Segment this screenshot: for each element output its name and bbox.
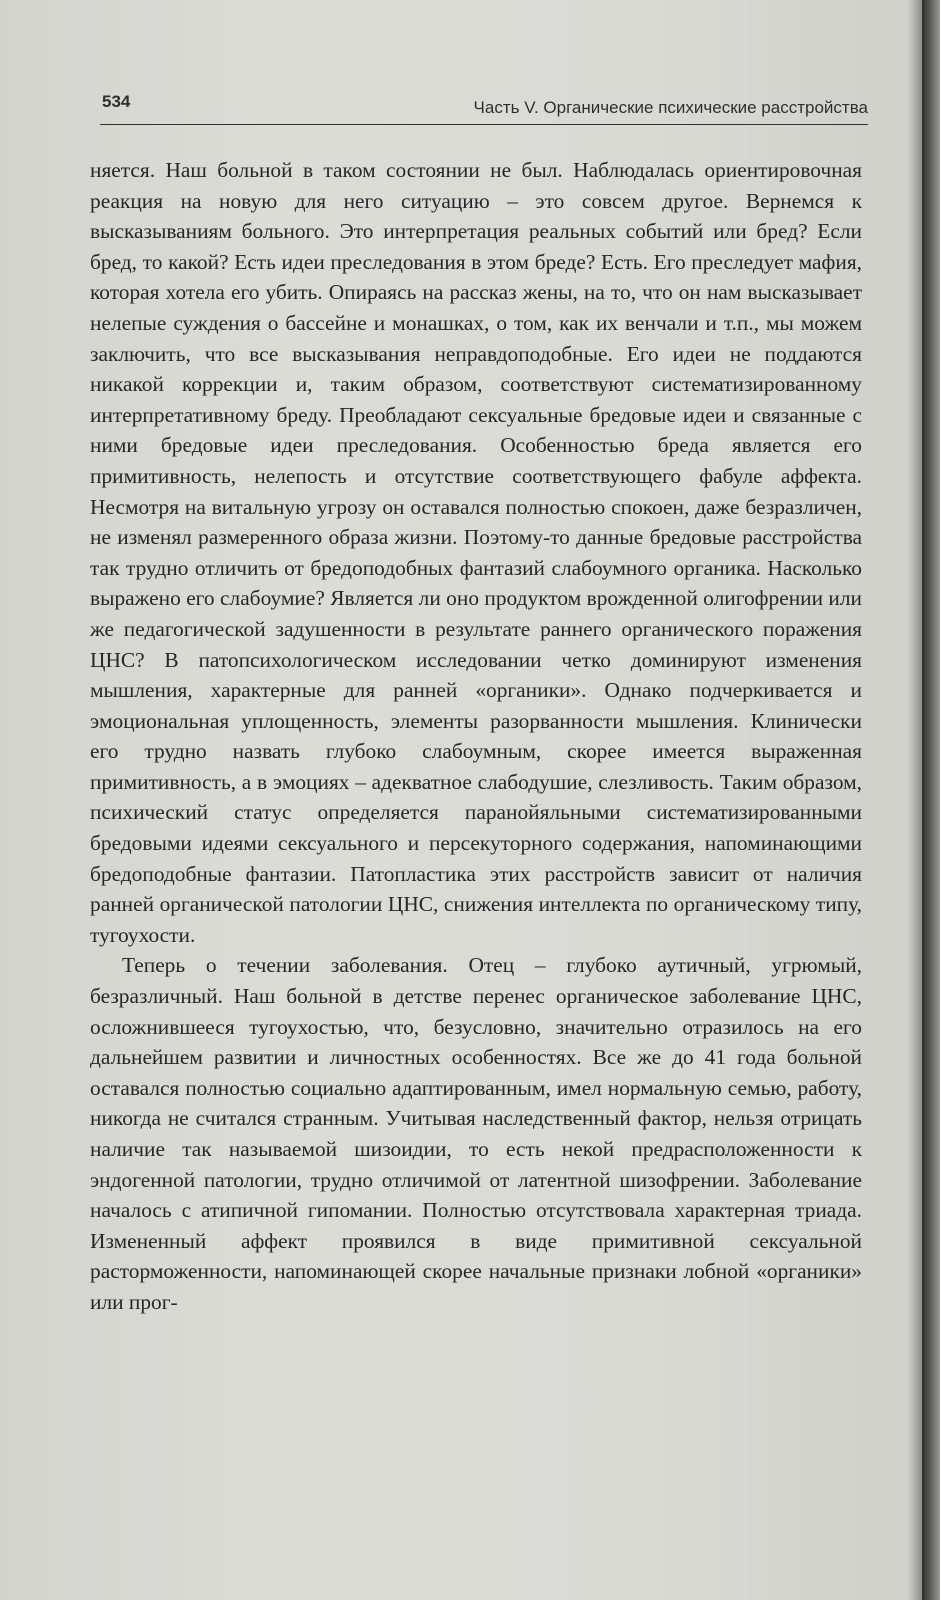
running-title: Часть V. Органические психические расстройства xyxy=(473,98,868,117)
body-text xyxy=(90,155,862,1318)
paragraph-continued: няется. Наш больной в таком состоянии не был. Наблюдалась ориентировочная реакция на новую для него ситуацию – это совсем другое. Вернемся к высказываниям больного. Это интерпретация реальных событий или бред? Если бред, то какой? Есть идеи преследования в этом бреде? Есть. Его преследует мафия, которая хотела его убить. Опираясь на рассказ жены, на то, что он нам высказывает нелепые суждения о бассейне и монашках, о том, как их венчали и т.п., мы можем заключить, что все высказывания неправдоподобные. Его идеи не поддаются никакой коррекции и, таким образом, соответствуют систематизированному интерпретативному бреду. Преобладают сексуальные бредовые идеи и связанные с ними бредовые идеи преследования. Особенностью бреда является его примитивность, нелепость и отсутствие соответствующего фабуле аффекта. Несмотря на витальную угрозу он оставался полностью спокоен, даже безразличен, не изменял размеренного образа жизни. Поэтому-то данные бредовые расстройства так трудно отличить от бредоподобных фантазий слабоумного органика. Насколько выражено его слабоумие? Является ли оно продуктом врожденной олигофрении или же педагогической задушенности в результате раннего органического поражения ЦНС? В патопсихологическом исследовании четко доминируют изменения мышления, характерные для ранней «органики». Однако подчеркивается и эмоциональная уплощенность, элементы разорванности мышления. Клинически его трудно назвать глубоко слабоумным, скорее имеется выраженная примитивность, а в эмоциях – адекватное слабодушие, слезливость. Таким образом, психический статус определяется паранойяльными систематизированными бредовыми идеями сексуального и персекуторного содержания, напоминающими бредоподобные фантазии. Патопластика этих расстройств зависит от наличия ранней органической патологии ЦНС, снижения интеллекта по органическому типу, тугоухости. xyxy=(90,158,862,947)
book-binding-edge xyxy=(922,0,940,1600)
page-number: 534 xyxy=(102,92,131,111)
paragraph-course-of-disease: Теперь о течении заболевания. Отец – глубоко аутичный, угрюмый, безразличный. Наш больной в детстве перенес органическое заболевание ЦНС, осложнившееся тугоухостью, что, безусловно, значительно отразилось на его дальнейшем развитии и личностных особенностях. Все же до 41 года больной оставался полностью социально адаптированным, имел нормальную семью, работу, никогда не считался странным. Учитывая наследственный фактор, нельзя отрицать наличие так называемой шизоидии, то есть некой предрасположенности к эндогенной патологии, трудно отличимой от латентной шизофрении. Заболевание началось с атипичной гипомании. Полностью отсутствовала характерная триада. Измененный аффект проявился в виде примитивной сексуальной расторможенности, напоминающей скорее начальные признаки лобной «органики» или прог- xyxy=(90,953,862,1314)
page-header xyxy=(100,92,868,125)
